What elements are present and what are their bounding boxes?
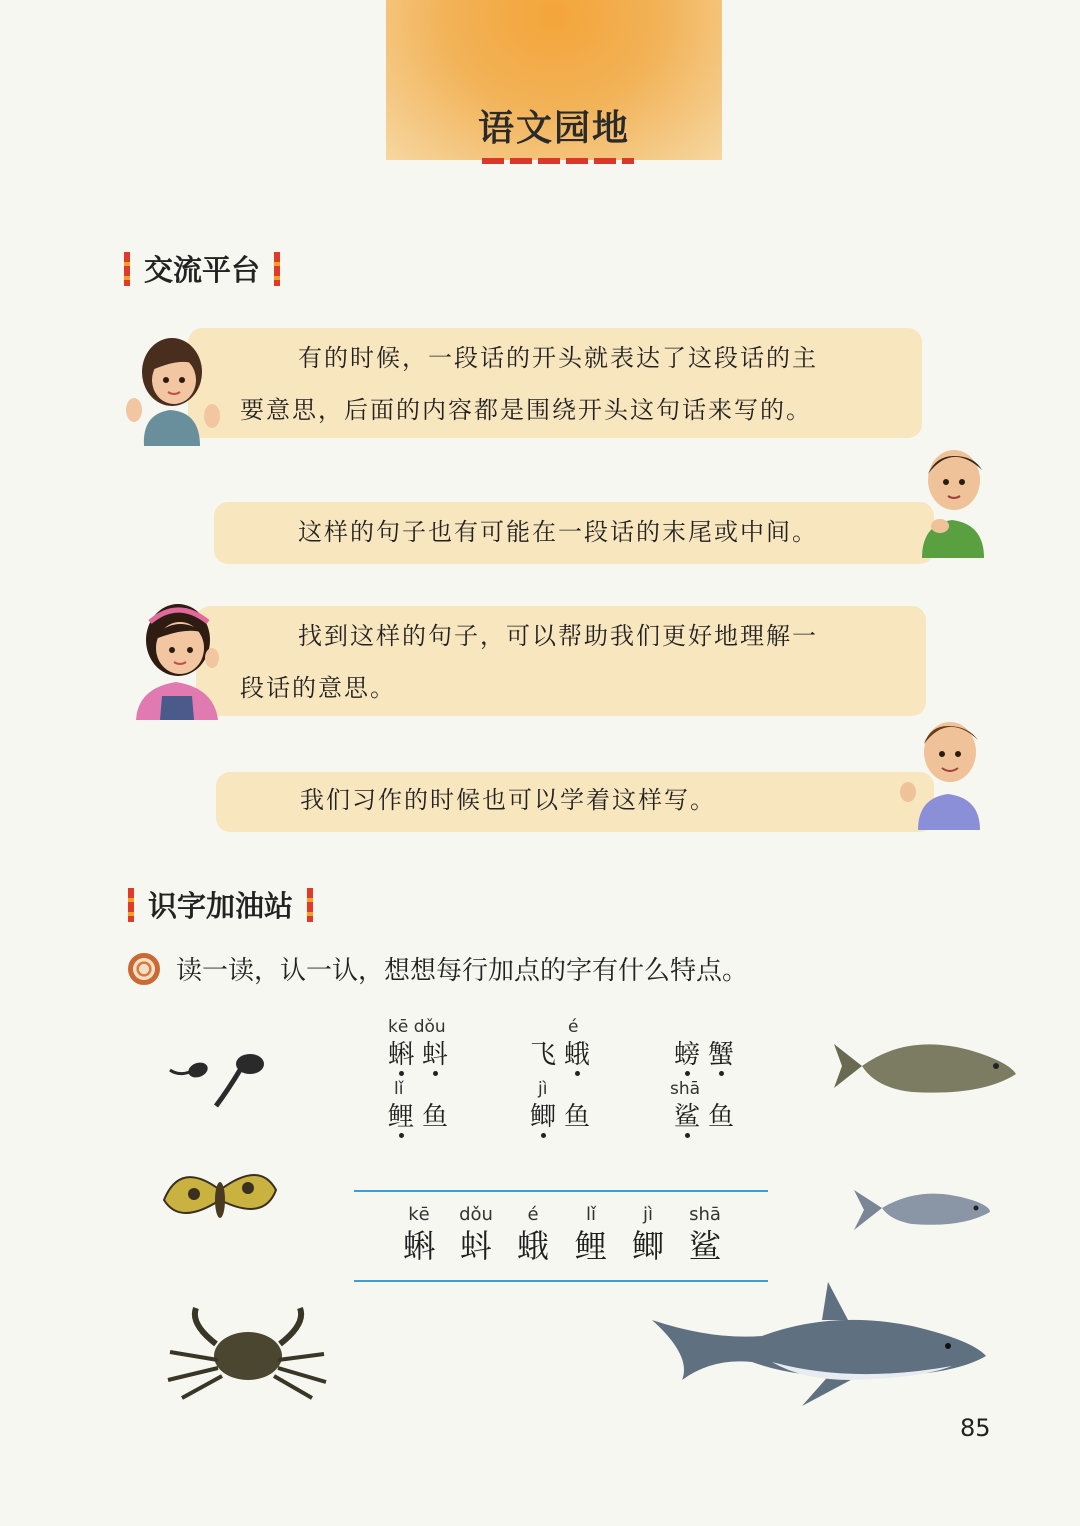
speech-bubble-4 (216, 772, 934, 832)
girl-avatar-1 (122, 326, 222, 450)
tadpole-illustration (168, 1040, 268, 1110)
girl-avatar-2 (128, 592, 228, 722)
word-char: 鱼 (708, 1102, 743, 1132)
strip-hanzi: 鲫 (631, 1227, 664, 1265)
section-heading-exchange (124, 248, 280, 289)
speech-bubble-2 (214, 502, 934, 564)
word-char-dotted: 鲤 (388, 1102, 423, 1132)
strip-pinyin: kē (408, 1204, 430, 1225)
strip-char (451, 1204, 501, 1266)
shark-illustration (652, 1280, 992, 1410)
section-heading-literacy (128, 884, 313, 925)
word-carp (388, 1078, 456, 1134)
word-char-dotted: 鲨 (674, 1102, 709, 1132)
swirl-icon (128, 953, 160, 985)
strip-pinyin: shā (689, 1204, 721, 1225)
word-char: 鱼 (422, 1102, 457, 1132)
bubble-3-line-2: 段话的意思。 (240, 674, 396, 702)
heading-bar-left (128, 888, 134, 922)
word-tadpole (388, 1016, 456, 1072)
word-crucian (530, 1078, 598, 1134)
crucian-illustration (852, 1184, 992, 1234)
strip-pinyin: jì (642, 1204, 653, 1225)
word-pinyin: shā (670, 1079, 701, 1099)
page-number: 85 (960, 1414, 991, 1442)
carp-illustration (832, 1030, 1022, 1102)
word-pinyin: lǐ (394, 1079, 404, 1099)
strip-char (566, 1204, 616, 1266)
heading-bar-left (124, 252, 130, 286)
word-moth (530, 1016, 598, 1072)
strip-pinyin: é (527, 1204, 539, 1225)
moth-illustration (160, 1160, 280, 1232)
bubble-4-line-1: 我们习作的时候也可以学着这样写。 (300, 786, 716, 814)
strip-pinyin: lǐ (585, 1204, 596, 1225)
boy-avatar-2 (896, 708, 992, 832)
strip-hanzi: 蚪 (459, 1227, 492, 1265)
heading-bar-right (307, 888, 313, 922)
word-char: 鱼 (564, 1102, 599, 1132)
word-crab (674, 1016, 742, 1072)
word-char-dotted: 蛾 (564, 1040, 599, 1070)
strip-pinyin: dǒu (459, 1204, 493, 1225)
instruction-line (128, 950, 748, 987)
strip-hanzi: 蛾 (516, 1227, 549, 1265)
strip-char (680, 1204, 730, 1266)
title-underline (482, 158, 634, 164)
crab-illustration (160, 1304, 330, 1400)
word-pinyin: jì (538, 1079, 548, 1099)
word-pinyin: é (568, 1017, 579, 1037)
page-title: 语文园地 (477, 107, 630, 149)
word-char-dotted: 鲫 (530, 1102, 565, 1132)
strip-hanzi: 蝌 (402, 1227, 435, 1265)
strip-top-line (354, 1190, 768, 1192)
section-heading-text: 识字加油站 (148, 889, 294, 923)
word-shark (670, 1078, 742, 1134)
bubble-2-line-1: 这样的句子也有可能在一段话的末尾或中间。 (298, 518, 818, 546)
bubble-1-line-1: 有的时候，一段话的开头就表达了这段话的主 (298, 344, 818, 372)
word-pinyin (674, 1016, 742, 1038)
boy-avatar-1 (916, 440, 990, 560)
heading-bar-right (274, 252, 280, 286)
word-pinyin: kē dǒu (388, 1017, 446, 1037)
word-char-dotted: 蟹 (708, 1040, 743, 1070)
strip-char (394, 1204, 444, 1266)
strip-hanzi: 鲨 (688, 1227, 721, 1265)
speech-bubble-3 (196, 606, 926, 716)
bubble-1-line-2: 要意思，后面的内容都是围绕开头这句话来写的。 (240, 396, 812, 424)
bubble-3-line-1: 找到这样的句子，可以帮助我们更好地理解一 (298, 622, 818, 650)
strip-char (623, 1204, 673, 1266)
word-char-dotted: 螃 (674, 1040, 709, 1070)
section-heading-text: 交流平台 (144, 253, 261, 287)
strip-char (508, 1204, 558, 1266)
word-char-dotted: 蚪 (422, 1040, 457, 1070)
word-char: 飞 (530, 1040, 565, 1070)
instruction-text: 读一读，认一认，想想每行加点的字有什么特点。 (176, 956, 749, 986)
speech-bubble-1 (188, 328, 922, 438)
strip-hanzi: 鲤 (574, 1227, 607, 1265)
word-char-dotted: 蝌 (388, 1040, 423, 1070)
